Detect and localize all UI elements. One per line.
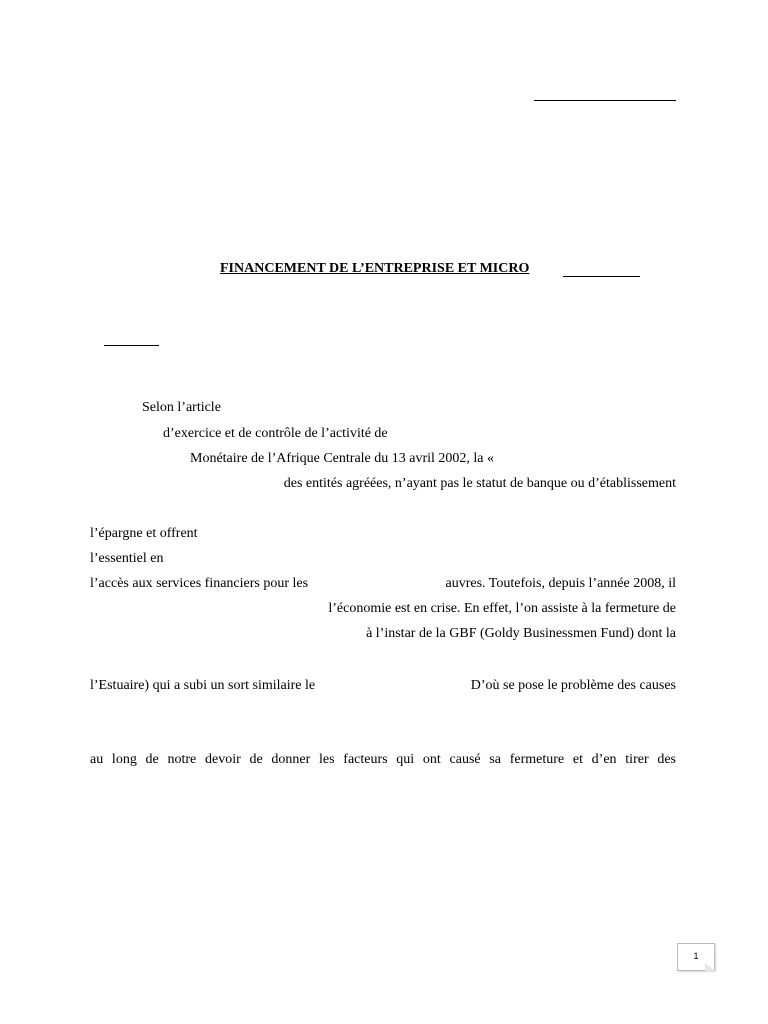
document-title: FINANCEMENT DE L’ENTREPRISE ET MICRO <box>220 261 530 276</box>
text-line: D’où se pose le problème des causes <box>470 678 676 693</box>
text-line: auvres. Toutefois, depuis l’année 2008, il <box>445 576 676 591</box>
text-line: Selon l’article <box>142 400 221 415</box>
text-line: des entités agréées, n’ayant pas le statut de banque ou d’établissement <box>283 476 676 491</box>
text-line: l’épargne et offrent <box>90 526 198 541</box>
page-curl-icon <box>705 963 715 971</box>
text-line: d’exercice et de contrôle de l’activité de <box>163 426 388 441</box>
text-line: l’économie est en crise. En effet, l’on assiste à la fermeture de <box>328 601 676 616</box>
text-line: l’Estuaire) qui a subi un sort similaire le <box>90 678 316 693</box>
section-rule <box>104 345 159 346</box>
title-underline-extension <box>563 276 640 277</box>
text-line: à l’instar de la GBF (Goldy Businessmen Fund) dont la <box>366 626 676 641</box>
text-line: l’accès aux services financiers pour les <box>90 576 309 591</box>
text-line: au long de notre devoir de donner les facteurs qui ont causé sa fermeture et d’en tirer des <box>90 752 676 767</box>
header-rule <box>534 100 676 101</box>
page-number: 1 <box>693 951 699 961</box>
page-number-box <box>677 943 715 971</box>
text-line: Monétaire de l’Afrique Centrale du 13 avril 2002, la « <box>190 451 495 466</box>
text-line: l’essentiel en <box>90 551 164 566</box>
